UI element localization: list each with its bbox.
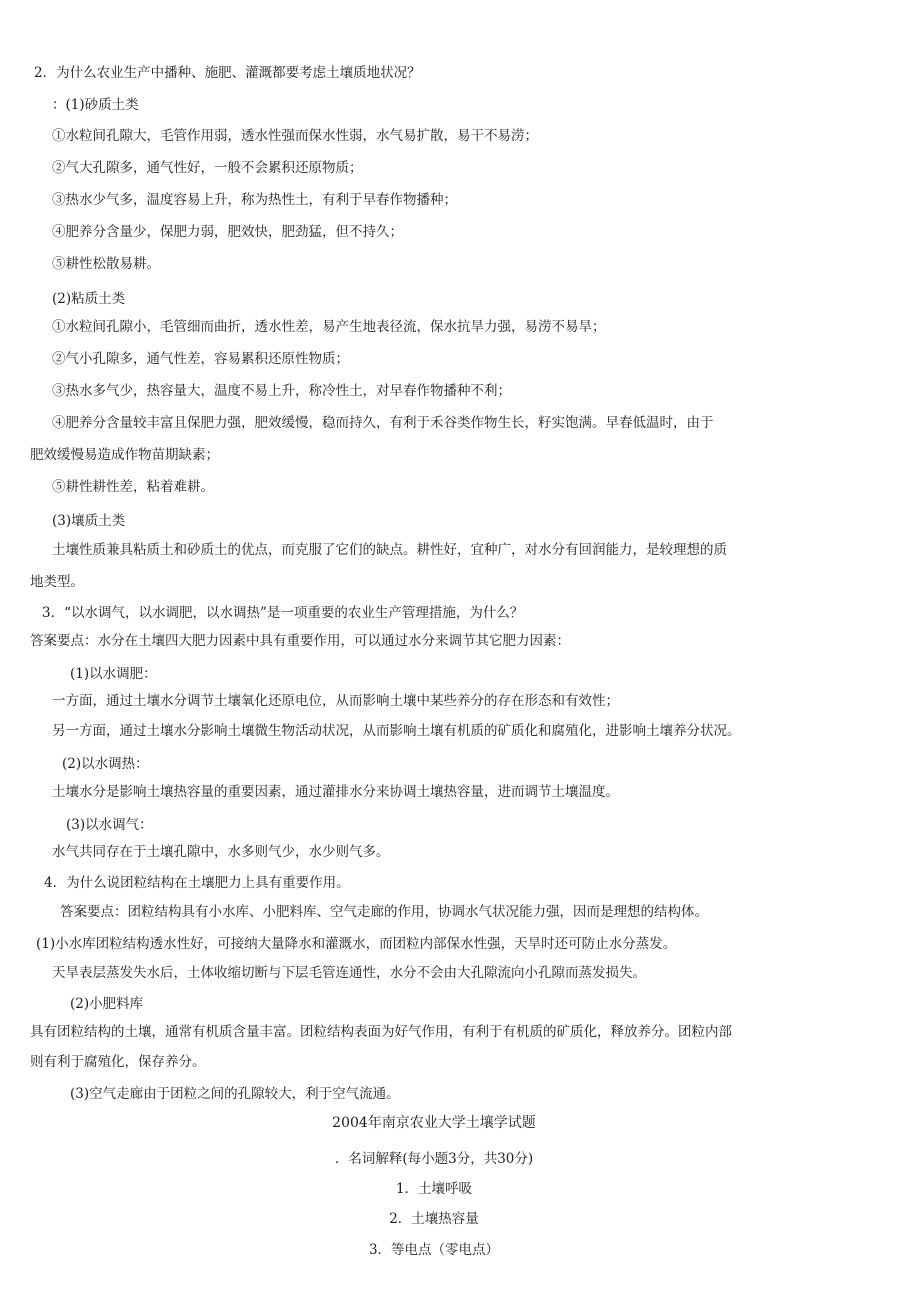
- q3-heading: 3．“以水调气，以水调肥，以水调热”是一项重要的农业生产管理措施，为什么？: [42, 605, 524, 621]
- q2-loam-line: 土壤性质兼具粘质土和砂质土的优点，而克服了它们的缺点。耕性好，宜种广，对水分有回润能力，是较理想的质: [52, 542, 727, 558]
- q4-fert-line: 具有团粒结构的土壤，通常有机质含量丰富。团粒结构表面为好气作用，有利于有机质的矿质化，释放养分。团粒内部: [30, 1024, 732, 1040]
- q4-fert-line: 则有利于腐殖化，保存养分。: [30, 1054, 206, 1070]
- q3-heat-title: (2)以水调热：: [62, 756, 149, 772]
- exam-item: 1．土壤呼吸: [395, 1181, 473, 1197]
- q3-fertilizer-title: (1)以水调肥：: [70, 666, 157, 682]
- q4-reservoir: (1)小水库团粒结构透水性好，可接纳大量降水和灌溉水，而团粒内部保水性强，天旱时还可防止水分蒸发。: [36, 936, 677, 952]
- q2-loam-line: 地类型。: [30, 574, 84, 590]
- q2-sandy-line: ③热水少气多，温度容易上升，称为热性土，有利于早春作物播种；: [52, 192, 457, 208]
- q3-air-title: (3)以水调气：: [66, 817, 153, 833]
- q2-clay-line: 肥效缓慢易造成作物苗期缺素；: [30, 447, 219, 463]
- q3-air-line: 水气共同存在于土壤孔隙中，水多则气少，水少则气多。: [52, 844, 390, 860]
- q2-clay-line: ①水粒间孔隙小，毛管细而曲折，透水性差，易产生地表径流，保水抗旱力强，易涝不易旱；: [52, 319, 606, 335]
- q2-clay-line: ④肥养分含量较丰富且保肥力强，肥效缓慢，稳而持久，有利于禾谷类作物生长，籽实饱满。早春低温时，由于: [52, 415, 714, 431]
- q2-clay-line: ⑤耕性耕性差，粘着难耕。: [52, 479, 214, 495]
- q2-sandy-line: ①水粒间孔隙大，毛管作用弱，透水性强而保水性弱，水气易扩散，易干不易涝；: [52, 128, 538, 144]
- q3-fertilizer-line: 一方面，通过土壤水分调节土壤氧化还原电位，从而影响土壤中某些养分的存在形态和有效性；: [52, 693, 619, 709]
- q3-fertilizer-line: 另一方面，通过土壤水分影响土壤微生物活动状况，从而影响土壤有机质的矿质化和腐殖化，进影响土壤养分状况。: [52, 723, 741, 739]
- q4-reservoir-2: 天旱表层蒸发失水后，土体收缩切断与下层毛管连通性，水分不会由大孔隙流向小孔隙而蒸发损失。: [52, 965, 646, 981]
- exam-item: 2．土壤热容量: [389, 1211, 479, 1227]
- exam-section: ．名词解释(每小题3分，共30分): [334, 1151, 534, 1167]
- q2-heading: 2．为什么农业生产中播种、施肥、灌溉都要考虑土壤质地状况？: [34, 65, 421, 81]
- q2-sandy-line: ④肥养分含量少，保肥力弱，肥效快，肥劲猛，但不持久；: [52, 224, 403, 240]
- q4-answer: 答案要点：团粒结构具有小水库、小肥料库、空气走廊的作用，协调水气状况能力强，因而是理想的结构体。: [60, 904, 708, 920]
- q2-loam-title: (3)壤质土类: [52, 513, 126, 529]
- q2-clay-line: ③热水多气少，热容量大，温度不易上升，称冷性土，对早春作物播种不利；: [52, 383, 511, 399]
- q2-sandy-line: ⑤耕性松散易耕。: [52, 256, 160, 272]
- q2-sandy-line: ②气大孔隙多，通气性好，一般不会累积还原物质；: [52, 160, 363, 176]
- q3-answer: 答案要点：水分在土壤四大肥力因素中具有重要作用，可以通过水分来调节其它肥力因素：: [30, 633, 570, 649]
- q3-heat-line: 土壤水分是影响土壤热容量的重要因素，通过灌排水分来协调土壤热容量，进而调节土壤温度。: [52, 784, 619, 800]
- q4-heading: 4．为什么说团粒结构在土壤肥力上具有重要作用。: [44, 875, 350, 891]
- q4-fert-title: (2)小肥料库: [70, 996, 144, 1012]
- q2-sandy-title: ：(1)砂质土类: [52, 97, 139, 113]
- q2-clay-title: (2)粘质土类: [52, 291, 126, 307]
- q2-clay-line: ②气小孔隙多，通气性差，容易累积还原性物质；: [52, 351, 349, 367]
- exam-title: 2004年南京农业大学土壤学试题: [332, 1115, 536, 1131]
- q4-air: (3)空气走廊由于团粒之间的孔隙较大，利于空气流通。: [70, 1086, 400, 1102]
- exam-item: 3．等电点（零电点）: [368, 1242, 500, 1258]
